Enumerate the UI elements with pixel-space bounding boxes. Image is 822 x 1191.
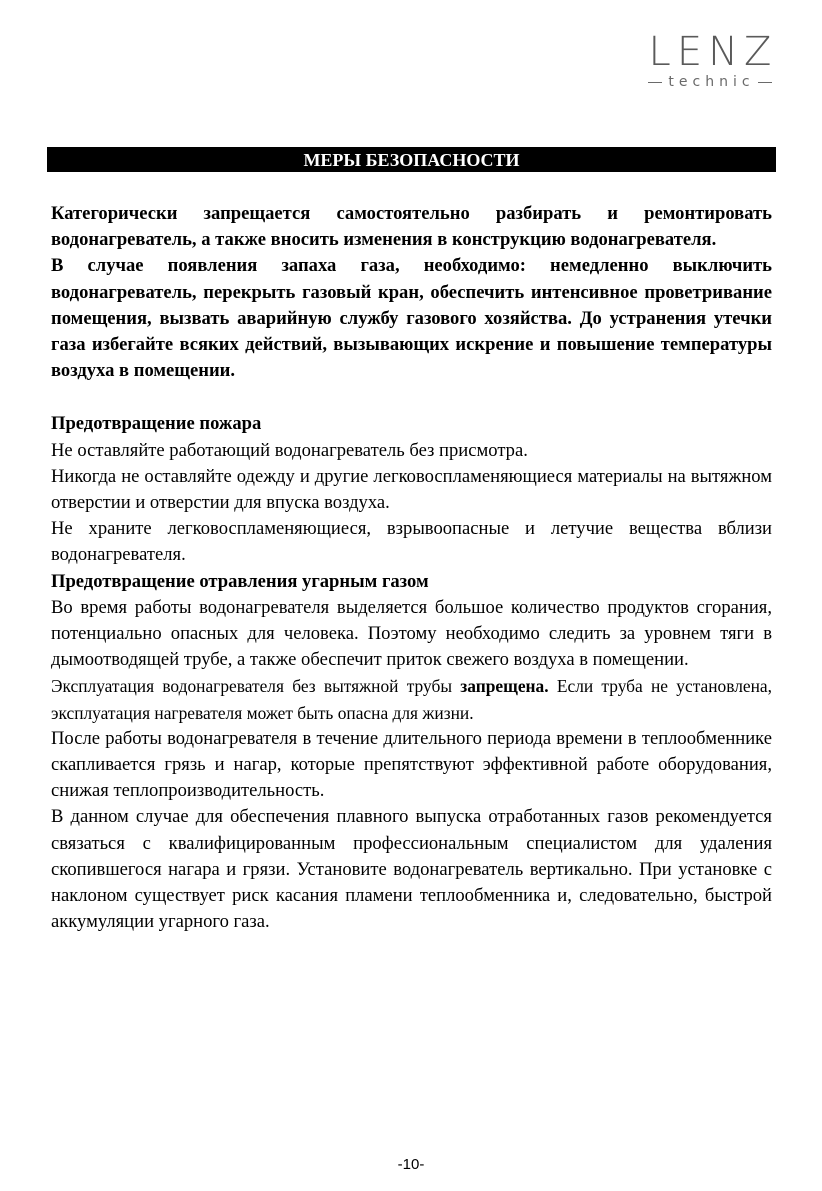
co-paragraph-2 bbox=[51, 673, 772, 725]
logo-subtitle bbox=[634, 74, 786, 90]
co-paragraph-4: В данном случае для обеспечения плавного выпуска отработанных газов рекомендуется связаться с квалифицированным профессиональным специалистом для удаления скопившегося нагара и грязи. Установите водонагреватель вертикально. При установке с наклоном существует риск касания пламени теплообменника и, следовательно, быстрой аккумуляции угарного газа. bbox=[51, 806, 772, 933]
logo-brand-text: LENZ bbox=[648, 29, 778, 75]
brand-logo bbox=[634, 30, 786, 90]
spacer bbox=[51, 384, 772, 411]
page-number: -10- bbox=[397, 1156, 425, 1173]
section-title: МЕРЫ БЕЗОПАСНОСТИ bbox=[47, 147, 776, 172]
co-paragraph-1: Во время работы водонагревателя выделяется большое количество продуктов сгорания, потенциально опасных для человека. Поэтому необходимо следить за уровнем тяги в дымоотводящей трубе, а также обеспечит приток свежего воздуха в помещении. bbox=[51, 596, 772, 671]
co-paragraph-2-end: Если труба не установлена, эксплуатация нагревателя может быть опасна для жизни. bbox=[51, 676, 772, 723]
document-body bbox=[51, 201, 772, 935]
logo-sub-text: technic bbox=[668, 74, 755, 90]
logo-dash-left bbox=[648, 82, 662, 83]
co-paragraph-3: После работы водонагревателя в течение длительного периода времени в теплообменнике скапливается грязь и нагар, которые препятствуют эффективной работе оборудования, снижая теплопроизводительность. bbox=[51, 727, 772, 802]
fire-paragraph-3: Не храните легковоспламеняющиеся, взрывоопасные и летучие вещества вблизи водонагревателя. bbox=[51, 518, 772, 566]
logo-dash-right bbox=[758, 82, 772, 83]
co-paragraph-2-emphasis: запрещена. bbox=[460, 676, 549, 697]
warning-paragraph-2: В случае появления запаха газа, необходимо: немедленно выключить водонагреватель, перекрыть газовый кран, обеспечить интенсивное проветривание помещения, вызвать аварийную службу газового хозяйства. До устранения утечки газа избегайте всяких действий, вызывающих искрение и повышение температуры воздуха в помещении. bbox=[51, 255, 772, 382]
fire-paragraph-1: Не оставляйте работающий водонагреватель без присмотра. bbox=[51, 439, 528, 461]
fire-paragraph-2: Никогда не оставляйте одежду и другие легковоспламеняющиеся материалы на вытяжном отверстии и отверстии для впуска воздуха. bbox=[51, 465, 772, 514]
warning-paragraph-1: Категорически запрещается самостоятельно разбирать и ремонтировать водонагреватель, а также вносить изменения в конструкцию водонагревателя. bbox=[51, 203, 772, 251]
co-paragraph-2-start: Эксплуатация водонагревателя без вытяжной трубы bbox=[51, 676, 461, 697]
co-prevention-heading: Предотвращение отравления угарным газом bbox=[51, 570, 429, 592]
fire-prevention-heading: Предотвращение пожара bbox=[51, 413, 262, 435]
